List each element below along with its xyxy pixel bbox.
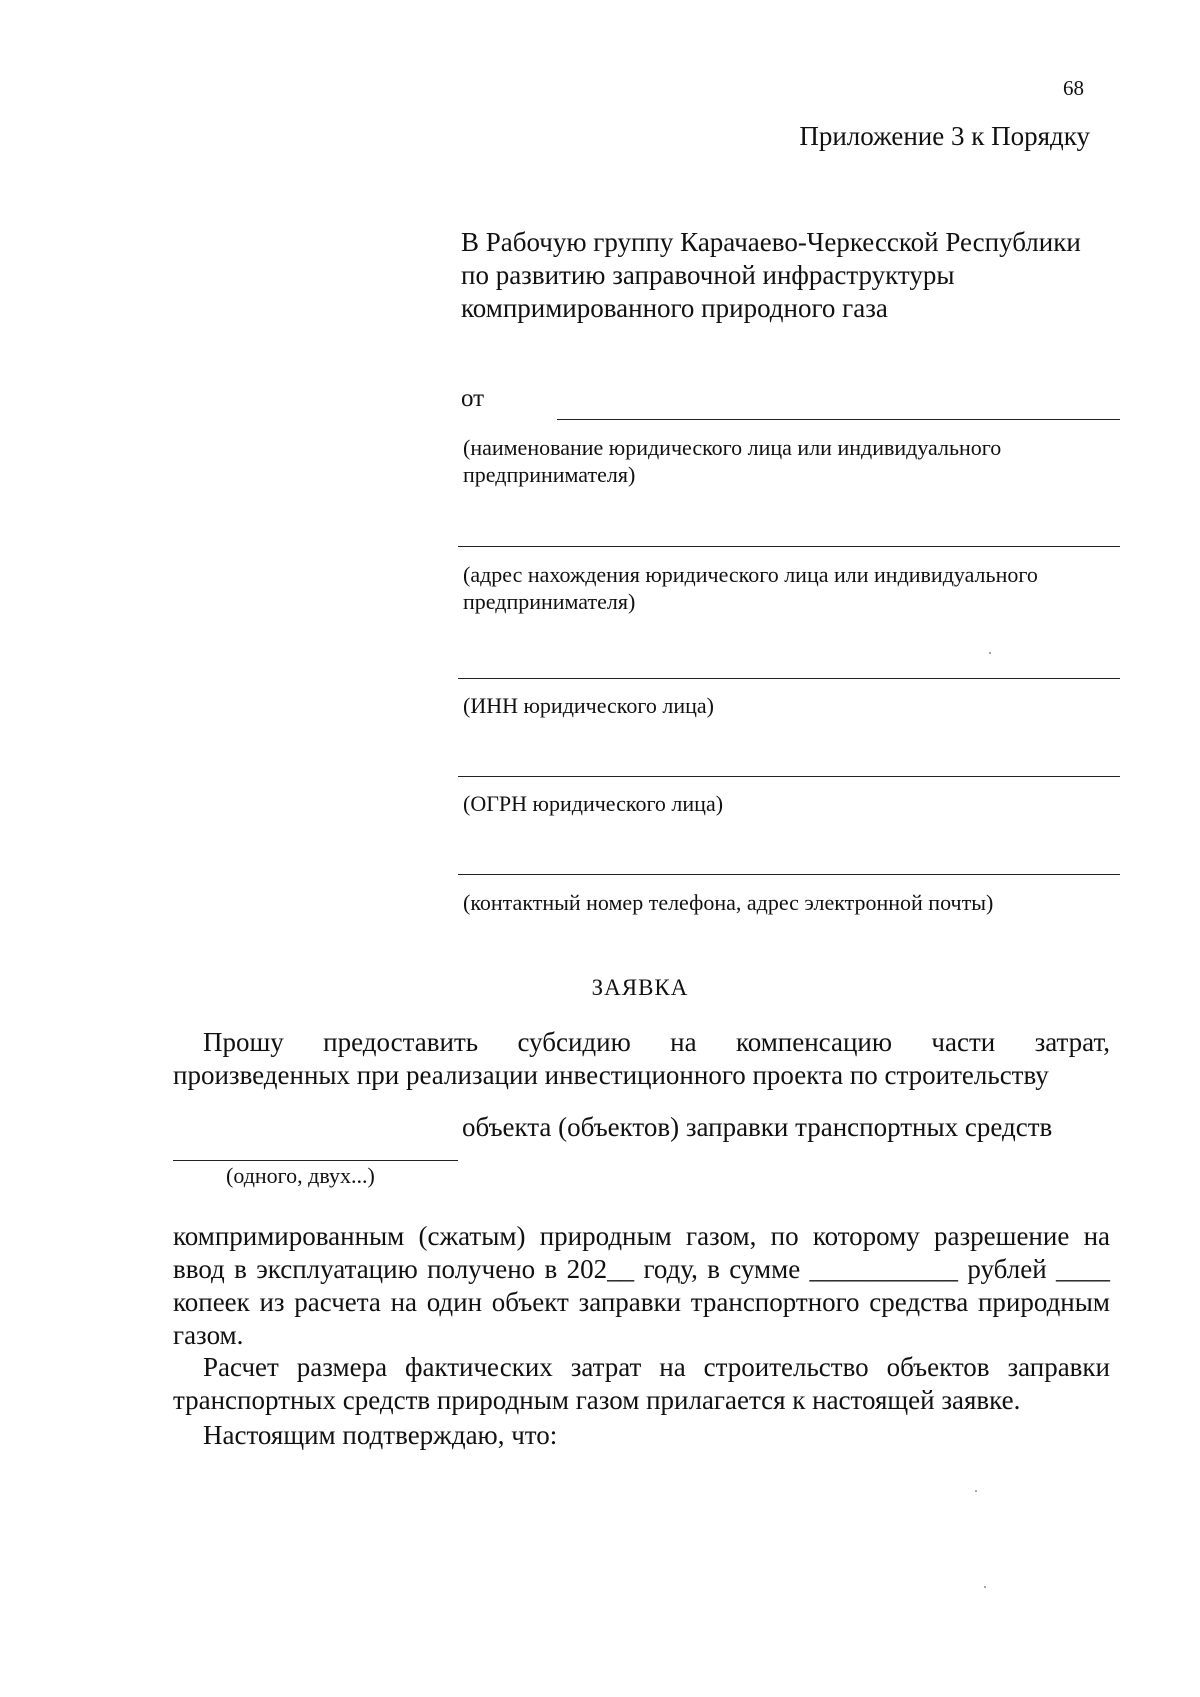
amount-paragraph: компримированным (сжатым) природным газом, по которому разрешение на ввод в эксплуатацию получено в 202__ году, в сумме ___________ рублей ____ копеек из расчета на один объект заправки транспортного средства природным газом. bbox=[173, 1221, 1110, 1350]
from-label: от bbox=[461, 385, 485, 412]
scan-speck bbox=[975, 1490, 977, 1492]
request-line-2: произведенных при реализации инвестиционного проекта по строительству bbox=[173, 1060, 1049, 1090]
object-count-hint: (одного, двух...) bbox=[226, 1163, 375, 1188]
scan-speck bbox=[989, 652, 991, 654]
address-line bbox=[458, 546, 1120, 547]
caption-address: (адрес нахождения юридического лица или индивидуального предпринимателя) bbox=[463, 562, 1038, 614]
request-paragraph bbox=[173, 1026, 1110, 1092]
page-number: 68 bbox=[1063, 76, 1084, 100]
caption-contacts: (контактный номер телефона, адрес электронной почты) bbox=[463, 890, 994, 915]
object-count-line bbox=[173, 1160, 458, 1161]
request-line-1: Прошу предоставить субсидию на компенсацию части затрат, bbox=[203, 1027, 1110, 1057]
caption-applicant-name: (наименование юридического лица или индивидуального предпринимателя) bbox=[463, 435, 1002, 487]
appendix-heading: Приложение 3 к Порядку bbox=[799, 121, 1090, 151]
contacts-line bbox=[458, 874, 1120, 875]
caption-ogrn: (ОГРН юридического лица) bbox=[463, 791, 724, 816]
document-title: ЗАЯВКА bbox=[591, 975, 689, 1000]
scan-speck bbox=[984, 1586, 986, 1588]
caption-inn: (ИНН юридического лица) bbox=[463, 693, 714, 718]
inn-line bbox=[458, 678, 1120, 679]
addressee-block: В Рабочую группу Карачаево-Черкесской Республики по развитию заправочной инфраструктуры компримированного природного газа bbox=[461, 227, 1081, 323]
applicant-name-line bbox=[557, 419, 1120, 420]
calculation-paragraph: Расчет размера фактических затрат на строительство объектов заправки транспортных средств природным газом прилагается к настоящей заявке. bbox=[173, 1352, 1110, 1415]
object-count-text: объекта (объектов) заправки транспортных средств bbox=[462, 1112, 1053, 1142]
confirmation-intro: Настоящим подтверждаю, что: bbox=[203, 1420, 558, 1450]
ogrn-line bbox=[458, 776, 1120, 777]
